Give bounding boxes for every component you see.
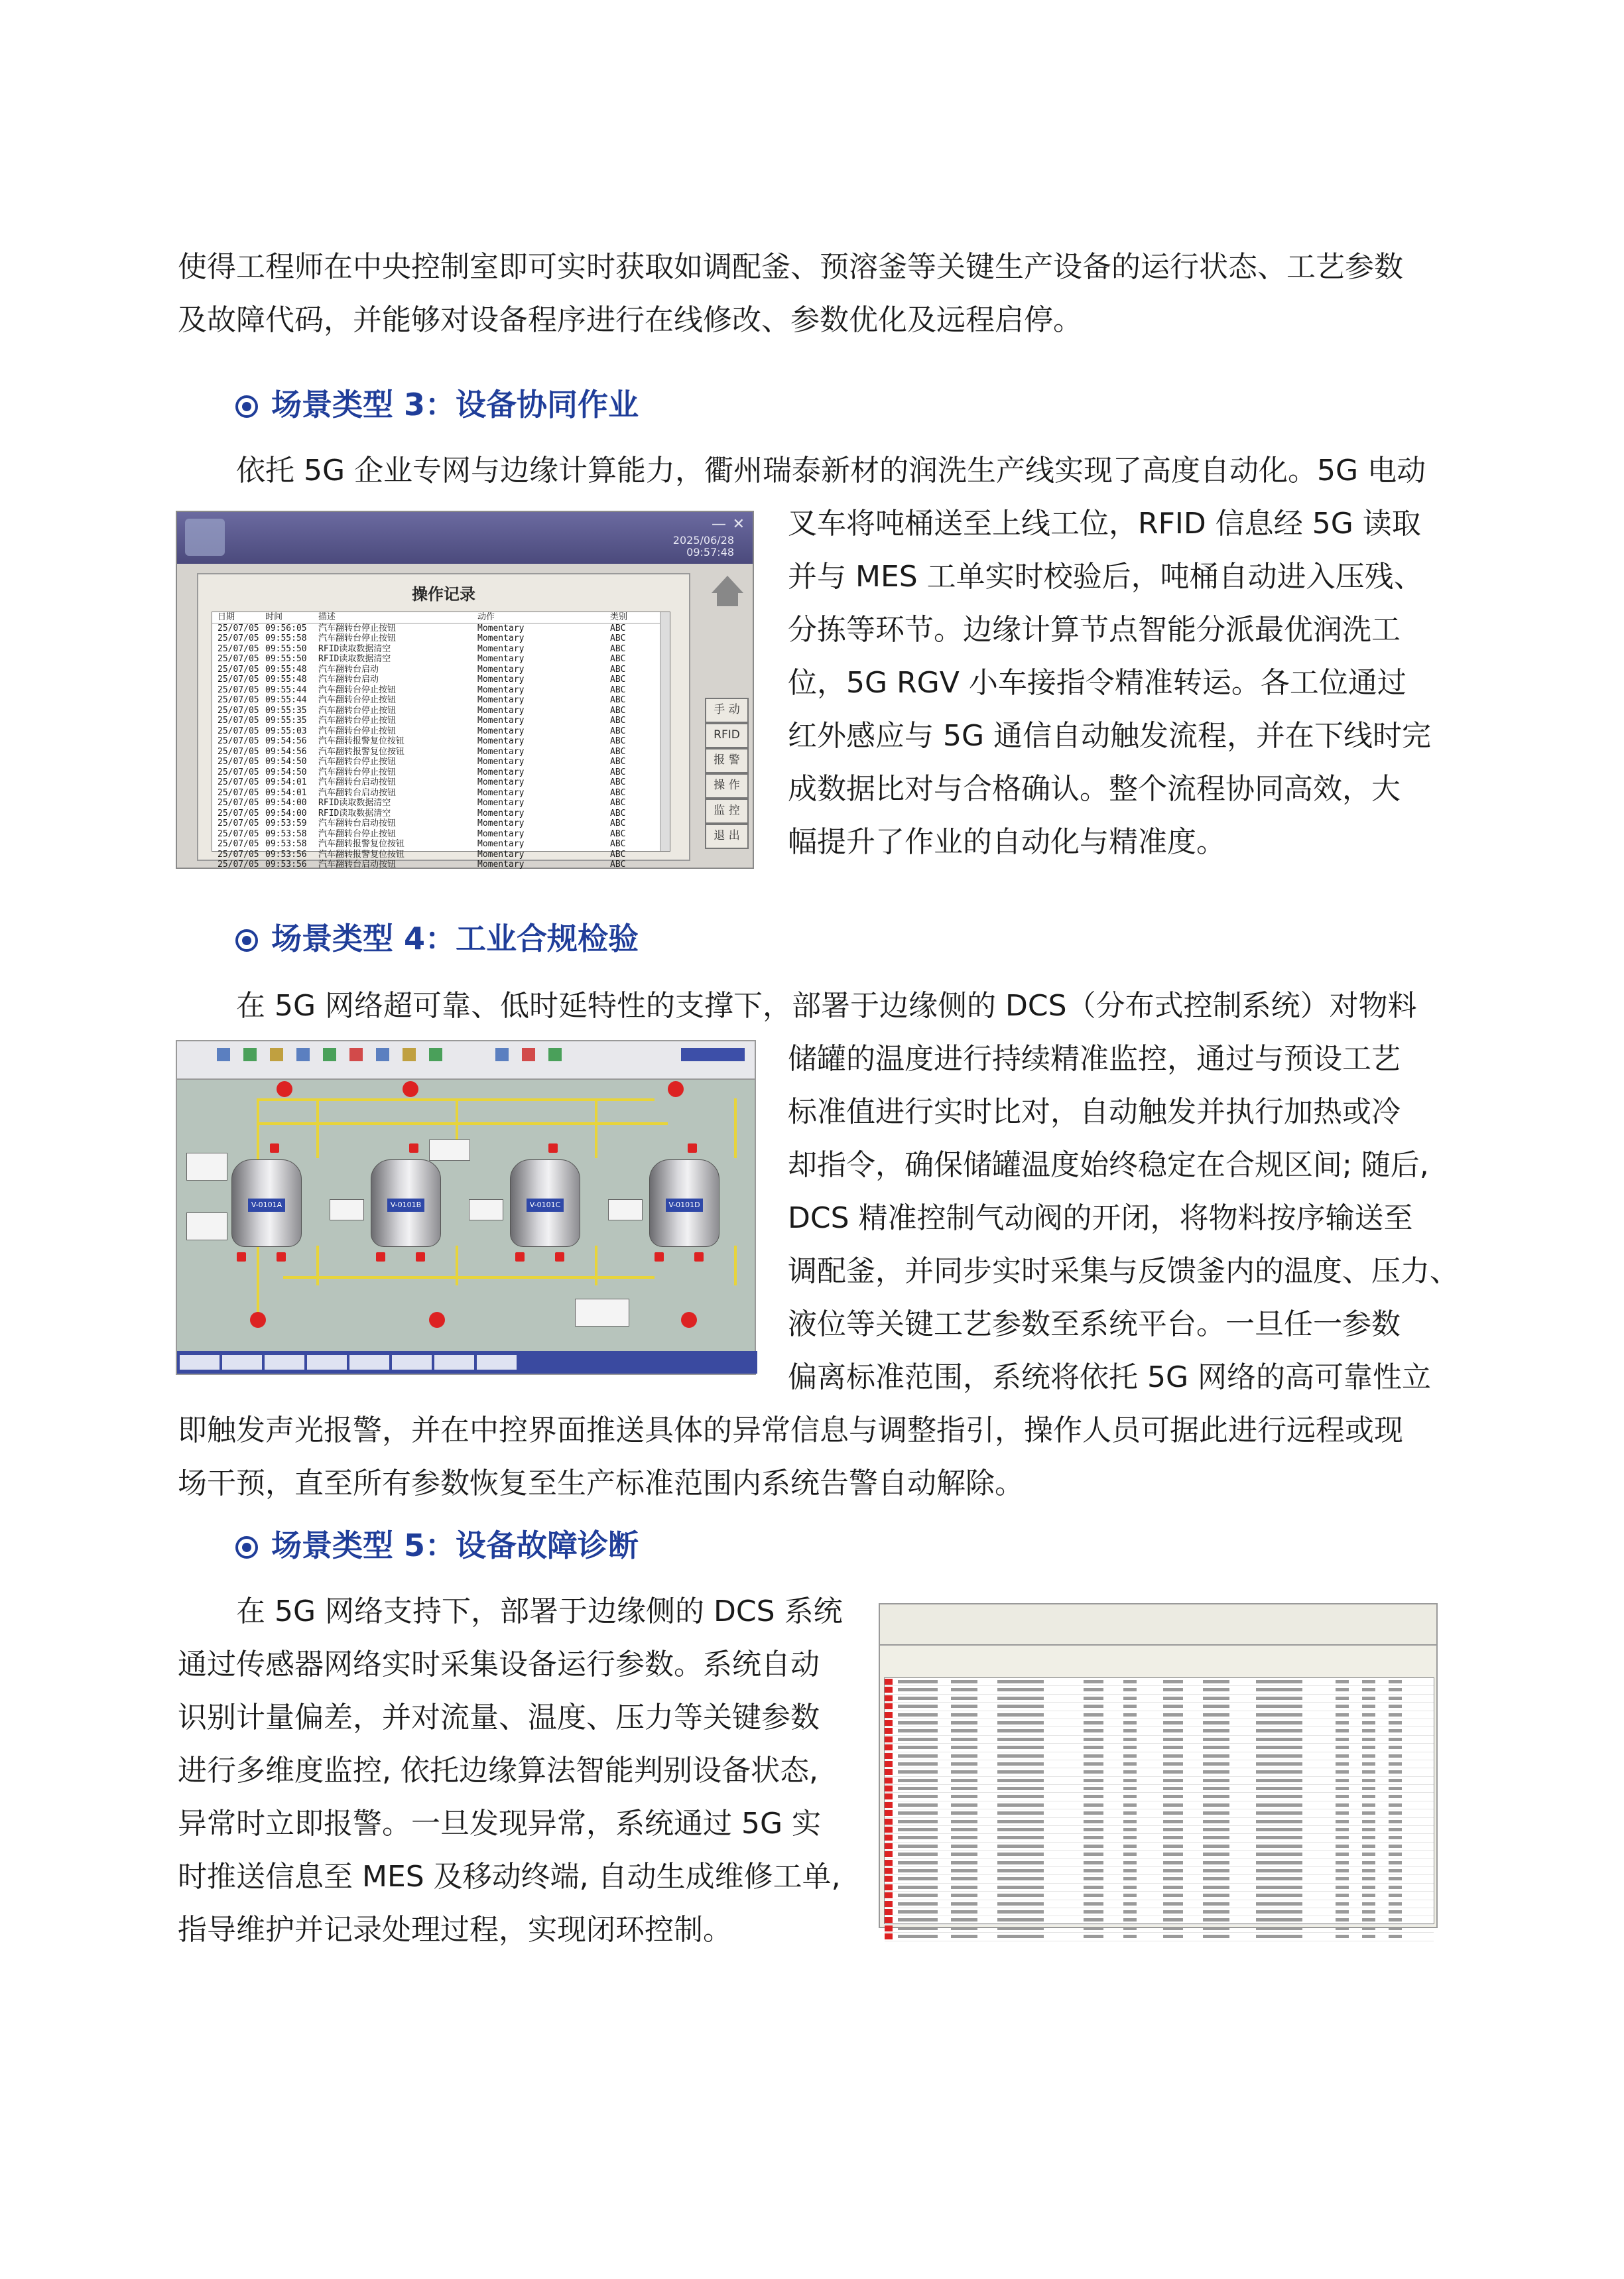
operation-log-screenshot [176,511,754,869]
table-row[interactable]: 25/07/05 09:55:35 汽车翻转台停止按钮 Momentary ABC [218,716,626,726]
table-row[interactable]: 25/07/05 09:53:58 汽车翻转报警复位按钮 Momentary ABC [218,839,626,849]
pump-icon[interactable] [681,1312,697,1328]
toolbar-icon[interactable] [403,1048,416,1061]
valve-icon[interactable] [277,1252,286,1262]
operate-button[interactable]: 操 作 [705,773,749,799]
table-row[interactable]: 25/07/05 09:53:59 汽车翻转台启动按钮 Momentary ABC [218,818,626,828]
table-row[interactable] [885,1793,1434,1801]
table-row[interactable]: 25/07/05 09:56:05 汽车翻转台停止按钮 Momentary ABC [218,623,626,633]
section-5-wrap-line: 通过传感器网络实时采集设备运行参数。系统自动 [178,1648,820,1681]
table-row[interactable]: 25/07/05 09:53:56 汽车翻转报警复位按钮 Momentary ABC [218,849,626,860]
valve-icon[interactable] [237,1252,246,1262]
table-row[interactable]: 25/07/05 09:55:48 汽车翻转台启动 Momentary ABC [218,664,626,675]
tab-button[interactable] [307,1355,347,1370]
bullet-icon [235,1536,258,1559]
monitor-button[interactable]: 监 控 [705,799,749,824]
close-icon[interactable]: ✕ [732,516,745,533]
section-3-line-1: 依托 5G 企业专网与边缘计算能力，衢州瑞泰新材的润洗生产线实现了高度自动化。5G 电动 [236,454,1426,488]
section-4-wrap [788,1033,1459,1404]
tab-button[interactable] [349,1355,389,1370]
table-row[interactable] [885,1843,1434,1851]
table-row[interactable] [885,1703,1434,1711]
valve-icon[interactable] [515,1252,525,1262]
table-row[interactable] [885,1884,1434,1892]
company-logo [185,519,225,556]
section-5-wrap-line: 识别计量偏差，并对流量、温度、压力等关键参数 [178,1701,820,1734]
toolbar-icon[interactable] [548,1048,562,1061]
table-row[interactable] [885,1916,1434,1924]
section-4-wrap-line: 储罐的温度进行持续精准监控，通过与预设工艺 [788,1042,1401,1076]
valve-icon[interactable] [409,1143,418,1153]
toolbar-icon[interactable] [522,1048,535,1061]
pump-icon[interactable] [250,1312,266,1328]
toolbar-icon[interactable] [217,1048,230,1061]
table-row[interactable]: 25/07/05 09:54:50 汽车翻转台停止按钮 Momentary ABC [218,757,626,767]
table-row[interactable]: 25/07/05 09:54:00 RFID读取数据清空 Momentary ABC [218,798,626,808]
section-4-tail-2: 场干预，直至所有参数恢复至生产标准范围内系统告警自动解除。 [178,1466,1024,1500]
intro-line-2: 及故障代码，并能够对设备程序进行在线修改、参数优化及远程启停。 [178,303,1082,337]
operation-log-panel [197,573,690,870]
table-row[interactable] [885,1818,1434,1826]
table-row[interactable]: 25/07/05 09:55:48 汽车翻转台启动 Momentary ABC [218,675,626,684]
valve-icon[interactable] [270,1143,279,1153]
table-row[interactable] [885,1859,1434,1867]
table-row[interactable] [885,1695,1434,1703]
pump-icon[interactable] [429,1312,445,1328]
section-4-wrap-line: 液位等关键工艺参数至系统平台。一旦任一参数 [788,1307,1401,1341]
toolbar-icon[interactable] [349,1048,363,1061]
table-row[interactable]: 25/07/05 09:55:58 汽车翻转台停止按钮 Momentary ABC [218,633,626,643]
parameter-box [186,1153,227,1181]
table-row[interactable] [885,1785,1434,1793]
minimize-icon[interactable]: — [712,516,726,533]
section-3-wrap-line: 幅提升了作业的自动化与精准度。 [788,825,1225,859]
valve-icon[interactable] [376,1252,385,1262]
table-row[interactable]: 25/07/05 09:54:56 汽车翻转报警复位按钮 Momentary ABC [218,746,626,757]
table-row[interactable]: 25/07/05 09:55:03 汽车翻转台停止按钮 Momentary ABC [218,726,626,736]
section-5-wrap-line: 指导维护并记录处理过程，实现闭环控制。 [178,1913,732,1947]
table-row[interactable] [885,1867,1434,1875]
table-row[interactable] [885,1777,1434,1785]
toolbar-icon[interactable] [243,1048,257,1061]
table-row[interactable] [885,1727,1434,1735]
table-row[interactable] [885,1908,1434,1916]
tab-button[interactable] [392,1355,432,1370]
pump-icon[interactable] [403,1081,418,1097]
table-row[interactable]: 25/07/05 09:55:50 RFID读取数据清空 Momentary ABC [218,643,626,654]
dcs-toolbar [177,1041,755,1080]
tab-button[interactable] [180,1355,219,1370]
log-table [212,612,670,870]
section-5-wrap-line: 时推送信息至 MES 及移动终端, 自动生成维修工单, [178,1860,841,1894]
process-diagram [177,1080,755,1352]
section-3-wrap-line: 位，5G RGV 小车接指令精准转运。各工位通过 [788,666,1406,700]
table-row[interactable] [885,1892,1434,1900]
parameter-box [608,1199,643,1220]
parameter-box [186,1212,227,1240]
section-5-heading: 场景类型 5：设备故障诊断 [235,1526,639,1565]
table-row[interactable] [885,1760,1434,1768]
table-row[interactable]: 25/07/05 09:53:56 汽车翻转台启动按钮 Momentary ABC [218,860,626,870]
table-row[interactable] [885,1826,1434,1834]
parameter-box [575,1299,629,1327]
dcs-tab-bar [177,1351,757,1374]
section-3-wrap-line: 叉车将吨桶送至上线工位，RFID 信息经 5G 读取 [788,507,1421,541]
table-row[interactable]: 25/07/05 09:54:56 汽车翻转报警复位按钮 Momentary ABC [218,736,626,746]
dcs-tank-screenshot [176,1040,756,1375]
tab-button[interactable] [477,1355,517,1370]
pump-icon[interactable] [668,1081,684,1097]
table-row[interactable]: 25/07/05 09:55:44 汽车翻转台停止按钮 Momentary ABC [218,695,626,705]
table-row[interactable] [885,1711,1434,1719]
fault-table [884,1677,1434,1924]
section-4-tail-1: 即触发声光报警，并在中控界面推送具体的异常信息与调整指引，操作人员可据此进行远程或现 [178,1413,1403,1447]
table-row[interactable] [885,1834,1434,1842]
table-row[interactable] [885,1686,1434,1694]
table-row[interactable] [885,1809,1434,1817]
valve-icon[interactable] [416,1252,425,1262]
rfid-button[interactable]: RFID [705,723,749,748]
hmi-datetime: 2025/06/28 09:57:48 [672,534,734,558]
valve-icon[interactable] [688,1143,697,1153]
toolbar-icon[interactable] [296,1048,310,1061]
table-row[interactable] [885,1744,1434,1752]
exit-button[interactable]: 退 出 [705,824,749,849]
table-row[interactable] [885,1933,1434,1941]
table-row[interactable]: 25/07/05 09:55:35 汽车翻转台停止按钮 Momentary ABC [218,705,626,716]
section-3-wrap-line: 分拣等环节。边缘计算节点智能分派最优润洗工 [788,613,1401,647]
section-4-wrap-line: 却指令，确保储罐温度始终稳定在合规区间; 随后, [788,1148,1429,1182]
section-4-wrap-line: DCS 精准控制气动阀的开闭，将物料按序输送至 [788,1201,1413,1235]
toolbar-icon[interactable] [376,1048,389,1061]
alarm-button[interactable]: 报 警 [705,748,749,773]
tab-button[interactable] [222,1355,262,1370]
table-row[interactable] [885,1851,1434,1858]
section-5-wrap-line: 异常时立即报警。一旦发现异常，系统通过 5G 实 [178,1807,822,1841]
table-row[interactable]: 25/07/05 09:54:00 RFID读取数据清空 Momentary ABC [218,808,626,818]
intro-line-1: 使得工程师在中央控制室即可实时获取如调配釜、预溶釜等关键生产设备的运行状态、工艺参数 [178,250,1403,284]
table-row[interactable] [885,1875,1434,1883]
valve-icon[interactable] [694,1252,704,1262]
table-row[interactable]: 25/07/05 09:54:01 汽车翻转台启动按钮 Momentary ABC [218,777,626,787]
storage-tank[interactable]: V-0101C [510,1159,580,1247]
storage-tank[interactable]: V-0101B [371,1159,441,1247]
toolbar-icon[interactable] [495,1048,509,1061]
tab-button[interactable] [434,1355,474,1370]
storage-tank[interactable]: V-0101A [231,1159,302,1247]
home-icon[interactable] [712,576,743,593]
tab-button[interactable] [265,1355,304,1370]
pump-icon[interactable] [277,1081,292,1097]
section-3-heading: 场景类型 3：设备协同作业 [235,385,639,424]
table-row[interactable]: 25/07/05 09:54:50 汽车翻转台停止按钮 Momentary ABC [218,767,626,777]
fault-diagnosis-screenshot [879,1603,1438,1928]
section-3-wrap-line: 红外感应与 5G 通信自动触发流程，并在下线时完 [788,719,1432,753]
table-row[interactable] [885,1736,1434,1744]
section-5-wrap [178,1585,843,1957]
table-row[interactable] [885,1900,1434,1908]
toolbar-icon[interactable] [429,1048,442,1061]
table-row[interactable]: 25/07/05 09:54:01 汽车翻转台启动按钮 Momentary ABC [218,787,626,798]
brand-logo [681,1048,745,1061]
section-4-line-1: 在 5G 网络超可靠、低时延特性的支撑下，部署于边缘侧的 DCS（分布式控制系统）对物料 [236,989,1417,1023]
bullet-icon [235,929,258,952]
table-row[interactable] [885,1752,1434,1760]
table-row[interactable]: 25/07/05 09:55:44 汽车翻转台停止按钮 Momentary ABC [218,684,626,695]
section-4-wrap-line: 偏离标准范围，系统将依托 5G 网络的高可靠性立 [788,1360,1432,1394]
valve-icon[interactable] [555,1252,564,1262]
section-5-wrap-line: 在 5G 网络支持下，部署于边缘侧的 DCS 系统 [236,1595,843,1628]
bullet-icon [235,395,258,418]
section-3-wrap-line: 并与 MES 工单实时校验后，吨桶自动进入压残、 [788,560,1423,594]
section-4-wrap-line: 调配釜，并同步实时采集与反馈釜内的温度、压力、 [788,1254,1459,1288]
table-row[interactable] [885,1678,1434,1686]
table-row[interactable] [885,1768,1434,1776]
storage-tank[interactable]: V-0101D [649,1159,719,1247]
section-3-wrap-line: 成数据比对与合格确认。整个流程协同高效，大 [788,772,1401,806]
toolbar-icon[interactable] [270,1048,283,1061]
section-4-wrap-line: 标准值进行实时比对，自动触发并执行加热或冷 [788,1095,1401,1129]
parameter-box [429,1140,470,1161]
parameter-box [469,1199,503,1220]
section-3-wrap [788,497,1431,869]
table-row[interactable] [885,1719,1434,1727]
valve-icon[interactable] [548,1143,558,1153]
table-row[interactable]: 25/07/05 09:55:50 RFID读取数据清空 Momentary ABC [218,654,626,664]
table-row[interactable] [885,1925,1434,1933]
parameter-box [330,1199,364,1220]
hmi-title-bar [177,512,753,564]
table-row[interactable]: 25/07/05 09:53:58 汽车翻转台停止按钮 Momentary ABC [218,828,626,839]
table-header: 日期 时间 描述 动作 类别 [212,612,670,623]
panel-title: 操作记录 [412,585,475,604]
manual-button[interactable]: 手 动 [705,698,749,723]
toolbar-icon[interactable] [323,1048,336,1061]
valve-icon[interactable] [655,1252,664,1262]
table-row[interactable] [885,1801,1434,1809]
dcs-toolbar [880,1604,1436,1646]
section-4-heading: 场景类型 4：工业合规检验 [235,919,639,958]
scrollbar[interactable] [660,612,670,851]
section-5-wrap-line: 进行多维度监控, 依托边缘算法智能判别设备状态, [178,1754,818,1788]
